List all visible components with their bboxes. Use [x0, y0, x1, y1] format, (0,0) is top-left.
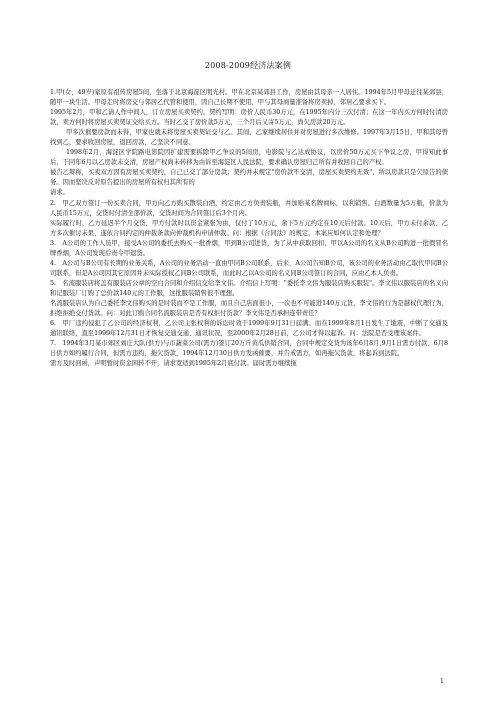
document-title: 2008-2009经济法案例 — [204, 61, 292, 70]
paragraph: 6. 甲厂违约侵犯了乙公司的经济权利，乙公司主张权利的诉讼时效于1999年9月31日届满。而在1999年8月1日发生了地震，中断了交通及通讯联络，直至1999年12月31日才恢复交通交通、通讯状况，至2000年2月28日前，乙公司才得以起诉。问：法院是否受理该案件。 — [50, 320, 448, 338]
paragraph: 名流服装店认为自己委托李文伟购买的是时装而不是工作服，而且自己店面很小，一次也不可能进140万元货，李文伟的行为是越权代理行为，拒绝拒绝交付货款。问：对此订购合同名流服装店是否有权拒付货款？李文伟是否承担连带责任？ — [50, 299, 448, 318]
paragraph: 请求。 — [50, 189, 69, 197]
paragraph: 需方及时回函，声明暂时资金困转不开，请求宽适到1995年2月底付款。届时需方继续拖 — [50, 360, 297, 368]
paragraph: 2. 甲乙双方签订一份买卖合同，甲方向乙方购买散装白酒，约定由乙方负责装瓶，并加贴某名牌商标，以利销售。白酒数量为5万瓶，价款为人民币15万元，交货时付清全部价款，交货时间为合同签订后3个月内。 — [50, 199, 448, 217]
paragraph: 被告乙辩称，买卖双方因有房屋买卖契约，自己已交了部分房款；契约并未规定"房价款不交清，房屋买卖契约无效"，所以房款只是欠原告的债务。因而坚决反对原告提出的房屋所有权归其所有的 — [50, 169, 448, 187]
paragraph: 1998年2月，海淀区学院路电影院因扩建需要拆除甲乙争议的5间房，电影院与乙达成协议，以房价50万元买下争议之房，甲得知此事后，于同年6月以乙房款未交清，房屋产权尚未转移为由诉至海淀区人民法院，要求确认房屋归己所有并收回自己的产权。 — [50, 149, 448, 167]
paragraph: 5. 名流服装店将盖有服装店公章的空白合同和介绍信交给李文伟。介绍信上写明："委托李文伟为服装店购买服装"。李文伟以服装店的名义向和记服装厂订购了总价款140元的工作服，这批服装销售很不理想。 — [50, 279, 448, 297]
page-number: 1 — [440, 678, 444, 685]
paragraph: 4. A公司与B公司有长期的业务关系，A公司的业务活动一直由甲同B公司联系，后来，A公司告知B公司，该公司的业务活动由乙取代甲同B公司联系，但是A公司因其它原因并未实际授权乙同B公司联系，而此时乙以A公司的名义同B公司签订的合同，应由乙本人负责。 — [50, 259, 448, 277]
paragraph: 甲多次催要房款而未得，甲家也就未将房屋买卖契证交与乙。其间，乙家继续居住并对房屋进行多次维修。1997年3月15日，甲和其母曾找到乙，要求收回房屋，退回房款，乙坚决不同意。 — [50, 129, 448, 147]
paragraph: 7. 1994年3月某市郊区刘庄大队(供方)与市蔬菜公司(需方)签订20万斤黄瓜供销合同，合同中规定交货为该年6月8月,9月1日需方付款，6月8日供方如约履行合同，但需方违约，拖欠货款，1994年12月30日供方发函催要，并告戒需方，如再拖欠货款，将起诉到法院。 — [50, 340, 448, 358]
paragraph: 1.甲(女，49岁)家原有祖传房屋5间，坐落于北京海淀区明光村。甲在北京某郊县工作，房屋由其母亲一人居住。1994年5月甲母迁往某郊县，随甲一块生活。甲母走时将房交与邻居乙代管和使用，因自己长期不使用，甲与其母商量准备将房卖掉，邻居乙要求买下。 — [50, 89, 448, 107]
paragraph: 3. A公司的工作人员甲，接受A公司的委托去购买一批香烟，甲到B公司进货，为了从中获取回扣，甲以A公司的名义从B公司购进一批假冒名牌香烟，A公司发现后责令甲退货。 — [50, 239, 448, 257]
document-body — [50, 88, 448, 369]
paragraph: 1995年2月，甲和乙请人作中间人，订立房屋买卖契约。契约写明：房价人民币30万元，在1995年内分三次付清；在这一年内买方何时付清房款，卖方何时将房屋买卖契证交给买方。当时乙交了房价款5万元，三个月后又寄5万元，尚欠房款20万元。 — [50, 109, 448, 127]
paragraph: 实际履行时，乙方延迟半个月交货，甲方付款时以资金紧张为由，仅付了10万元，余下5万元约定在10天后付款。10天后，甲方未付余款，乙方多次催讨未果，遂依合同约定的仲裁条款向仲裁机构申请仲裁。问：根据《合同法》的规定，本案应如何认定和处理？ — [50, 219, 448, 237]
